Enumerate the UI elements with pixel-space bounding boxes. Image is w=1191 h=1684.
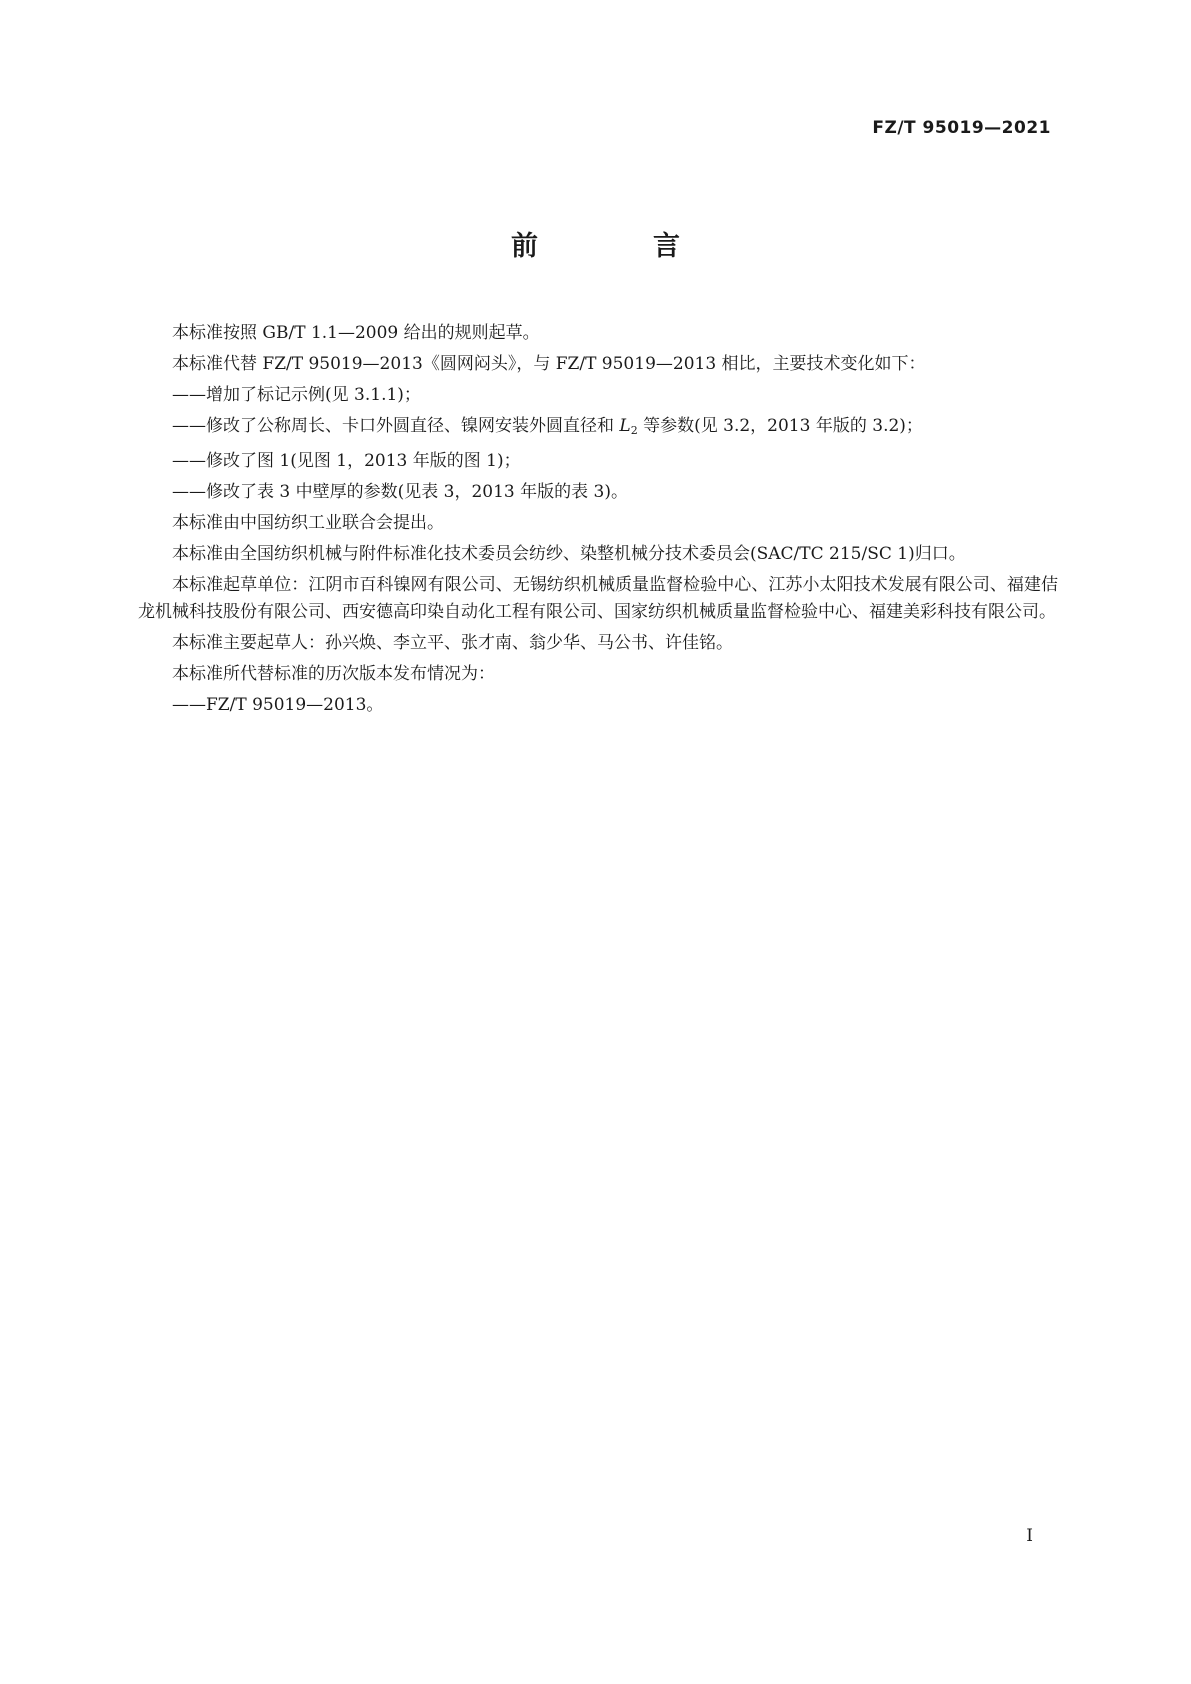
symbol-subscript: 2 (630, 424, 638, 437)
foreword-body (138, 320, 1058, 723)
paragraph-drafting-rules: 本标准按照 GB/T 1.1—2009 给出的规则起草。 (172, 323, 540, 343)
change-item-table: ——修改了表 3 中壁厚的参数(见表 3，2013 年版的表 3)。 (172, 482, 628, 502)
paragraph-drafting-units: 本标准起草单位：江阴市百科镍网有限公司、无锡纺织机械质量监督检验中心、江苏小太阳技术发展有限公司、福建佶龙机械科技股份有限公司、西安德高印染自动化工程有限公司、国家纺织机械质量监督检验中心、福建美彩科技有限公司。 (138, 575, 1058, 622)
change-item-parameters-tail: 等参数(见 3.2，2013 年版的 3.2)； (637, 416, 923, 436)
history-item: ——FZ/T 95019—2013。 (172, 695, 384, 715)
page-title: 前 言 (511, 231, 724, 262)
symbol-l: L (619, 416, 631, 436)
paragraph-history-intro: 本标准所代替标准的历次版本发布情况为： (172, 664, 495, 684)
change-item-parameters-text: ——修改了公称周长、卡口外圆直径、镍网安装外圆直径和 (172, 416, 620, 436)
paragraph-replacement: 本标准代替 FZ/T 95019—2013《圆网闷头》，与 FZ/T 95019—2013 相比，主要技术变化如下： (172, 354, 926, 374)
change-item-marking-example: ——增加了标记示例(见 3.1.1)； (172, 385, 421, 405)
standard-code: FZ/T 95019—2021 (872, 118, 1051, 138)
change-item-figure: ——修改了图 1(见图 1，2013 年版的图 1)； (172, 451, 521, 471)
page-number: I (1026, 1526, 1033, 1546)
change-item-parameters (138, 413, 1058, 444)
paragraph-proposer: 本标准由中国纺织工业联合会提出。 (172, 513, 444, 533)
paragraph-drafters: 本标准主要起草人：孙兴焕、李立平、张才南、翁少华、马公书、许佳铭。 (172, 633, 733, 653)
paragraph-committee: 本标准由全国纺织机械与附件标准化技术委员会纺纱、染整机械分技术委员会(SAC/TC 215/SC 1)归口。 (172, 544, 966, 564)
